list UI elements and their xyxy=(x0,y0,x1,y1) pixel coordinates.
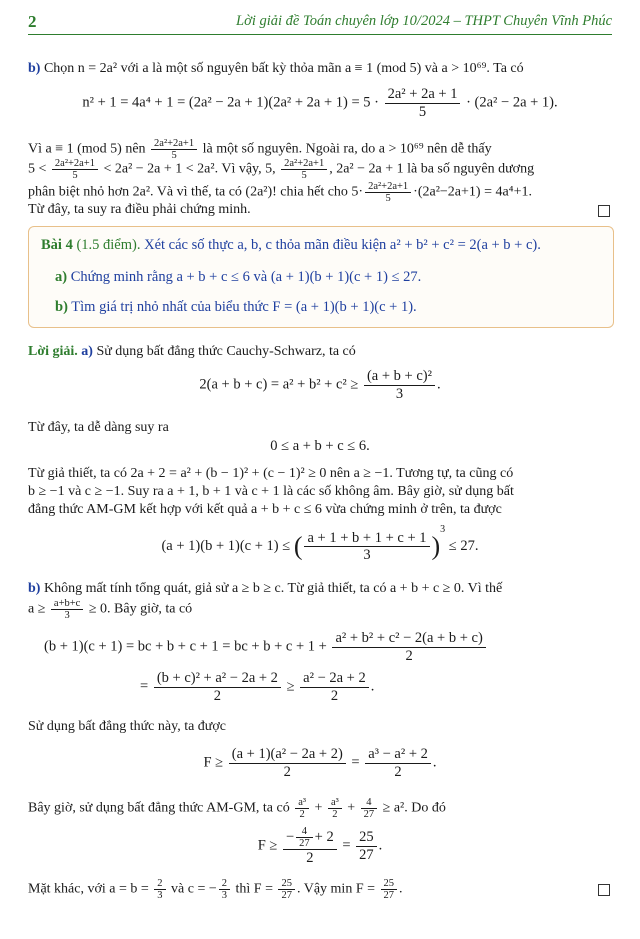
problem-label: Bài 4 xyxy=(41,237,73,253)
prev-b-line4: phân biệt nhỏ hơn 2a². Và vì thế, ta có (2a²)! chia hết cho 5· $\frac{\text{2a²+2a+1}}{5}$ ·(2a²−2a+1) = 4a⁴+1. xyxy=(28,181,532,205)
qed-square-icon xyxy=(598,205,610,217)
solution-intro: Lời giải. a) Sử dụng bất đẳng thức Cauchy-Schwarz, ta có xyxy=(28,344,356,359)
problem-points: (1.5 điểm). xyxy=(76,237,141,253)
prev-b-line1: b) Chọn n = 2a² với a là một số nguyên bất kỳ thỏa mãn a ≡ 1 (mod 5) và a > 10⁶⁹. Ta có xyxy=(28,61,524,76)
equation-cauchy-schwarz: 2(a + b + c) = a² + b² + c² ≥ $\frac{\text{(a + b + c)²}}{3}$ . xyxy=(199,368,441,402)
fraction: $\frac{\text{2a² + 2a + 1}}{5}$ xyxy=(385,86,461,120)
solution-text-2c: đẳng thức AM-GM kết hợp với kết quả a + b + c ≤ 6 vừa chứng minh ở trên, ta được xyxy=(28,502,502,517)
prev-b-equation: n² + 1 = 4a⁴ + 1 = (2a² − 2a + 1)(2a² + 2a + 1) = 5 · $\frac{\text{2a² + 2a + 1}}{5}$ · (2a² − 2a + 1). xyxy=(82,86,558,120)
problem-part-b: b) Tìm giá trị nhỏ nhất của biểu thức F = (a + 1)(b + 1)(c + 1). xyxy=(55,299,417,315)
qed-square-icon xyxy=(598,884,610,896)
solution-conclusion: Mặt khác, với a = b = $\frac{2}{3}$ và c = − $\frac{2}{3}$ thì F = $\frac{25}{27}$ . Vậy min F = $\frac{25}{27}$ . xyxy=(28,878,403,902)
problem-part-a: a) Chứng minh rằng a + b + c ≤ 6 và (a + 1)(b + 1)(c + 1) ≤ 27. xyxy=(55,269,422,285)
solution-label: Lời giải. xyxy=(28,344,78,359)
prev-b-line2: Vì a ≡ 1 (mod 5) nên $\frac{\text{2a²+2a+1}}{5}$ là một số nguyên. Ngoài ra, do a > 10⁶⁹ nên dễ thấy xyxy=(28,138,492,162)
prev-b-line3: 5 < $\frac{\text{2a²+2a+1}}{5}$ < 2a² − 2a + 1 < 2a². Vì vậy, 5, $\frac{\text{2a²+2a+1}}{5}$ , 2a² − 2a + 1 là ba số nguyên dương xyxy=(28,158,535,182)
solution-text-2b: b ≥ −1 và c ≥ −1. Suy ra a + 1, b + 1 và c + 1 là các số không âm. Bây giờ, sử dụng bất xyxy=(28,484,514,499)
solution-b-text-4: Bây giờ, sử dụng bất đẳng thức AM-GM, ta có $\frac{\text{a³}}{2}$ + $\frac{\text{a³}}{2}$ + $\frac{4}{27}$ ≥ a². Do đó xyxy=(28,797,446,821)
equation-am-gm: (a + 1)(b + 1)(c + 1) ≤ ( $\frac{a + 1 + b + 1 + c + 1}{3}$ )$^3$ ≤ 27. xyxy=(161,524,479,564)
solution-b-text-1: b) Không mất tính tổng quát, giả sử a ≥ b ≥ c. Từ giả thiết, ta có a + b + c ≥ 0. Vì thế xyxy=(28,581,503,596)
page-header xyxy=(28,12,612,35)
prev-b-conclusion: Từ đây, ta suy ra điều phải chứng minh. xyxy=(28,202,251,217)
equation-expand: (b + 1)(c + 1) = bc + b + c + 1 = bc + b + c + 1 + $\frac{\text{a² + b² + c² − 2(a + b + c)}}{2}$ xyxy=(44,630,628,664)
equation-sum-bound: 0 ≤ a + b + c ≤ 6. xyxy=(270,438,370,454)
equation-f-bound: F ≥ $\frac{\text{(a + 1)(a² − 2a + 2)}}{2}$ = $\frac{\text{a³ − a² + 2}}{2}$ . xyxy=(203,746,437,780)
equation-simplify: = $\frac{\text{(b + c)² + a² − 2a + 2}}{2}$ ≥ $\frac{\text{a² − 2a + 2}}{2}$ . xyxy=(140,670,375,704)
problem-box xyxy=(28,226,614,328)
prev-b-label: b) xyxy=(28,61,41,76)
solution-text-1: Từ đây, ta dễ dàng suy ra xyxy=(28,420,169,435)
equation-min-value: F ≥ − $\frac{4}{27}$ + 2 2 = $\frac{25}{27}$ . xyxy=(257,826,383,867)
solution-text-2a: Từ giả thiết, ta có 2a + 2 = a² + (b − 1)² + (c − 1)² ≥ 0 nên a ≥ −1. Tương tự, ta cũng có xyxy=(28,466,514,481)
solution-b-text-3: Sử dụng bất đẳng thức này, ta được xyxy=(28,719,226,734)
running-title: Lời giải đề Toán chuyên lớp 10/2024 – THPT Chuyên Vĩnh Phúc xyxy=(236,13,612,29)
solution-b-text-2: a ≥ $\frac{a+b+c}{3}$ ≥ 0. Bây giờ, ta có xyxy=(28,598,193,622)
page-number: 2 xyxy=(28,12,37,31)
problem-statement: Bài 4 (1.5 điểm). Xét các số thực a, b, c thỏa mãn điều kiện a² + b² + c² = 2(a + b + c). xyxy=(41,237,541,253)
